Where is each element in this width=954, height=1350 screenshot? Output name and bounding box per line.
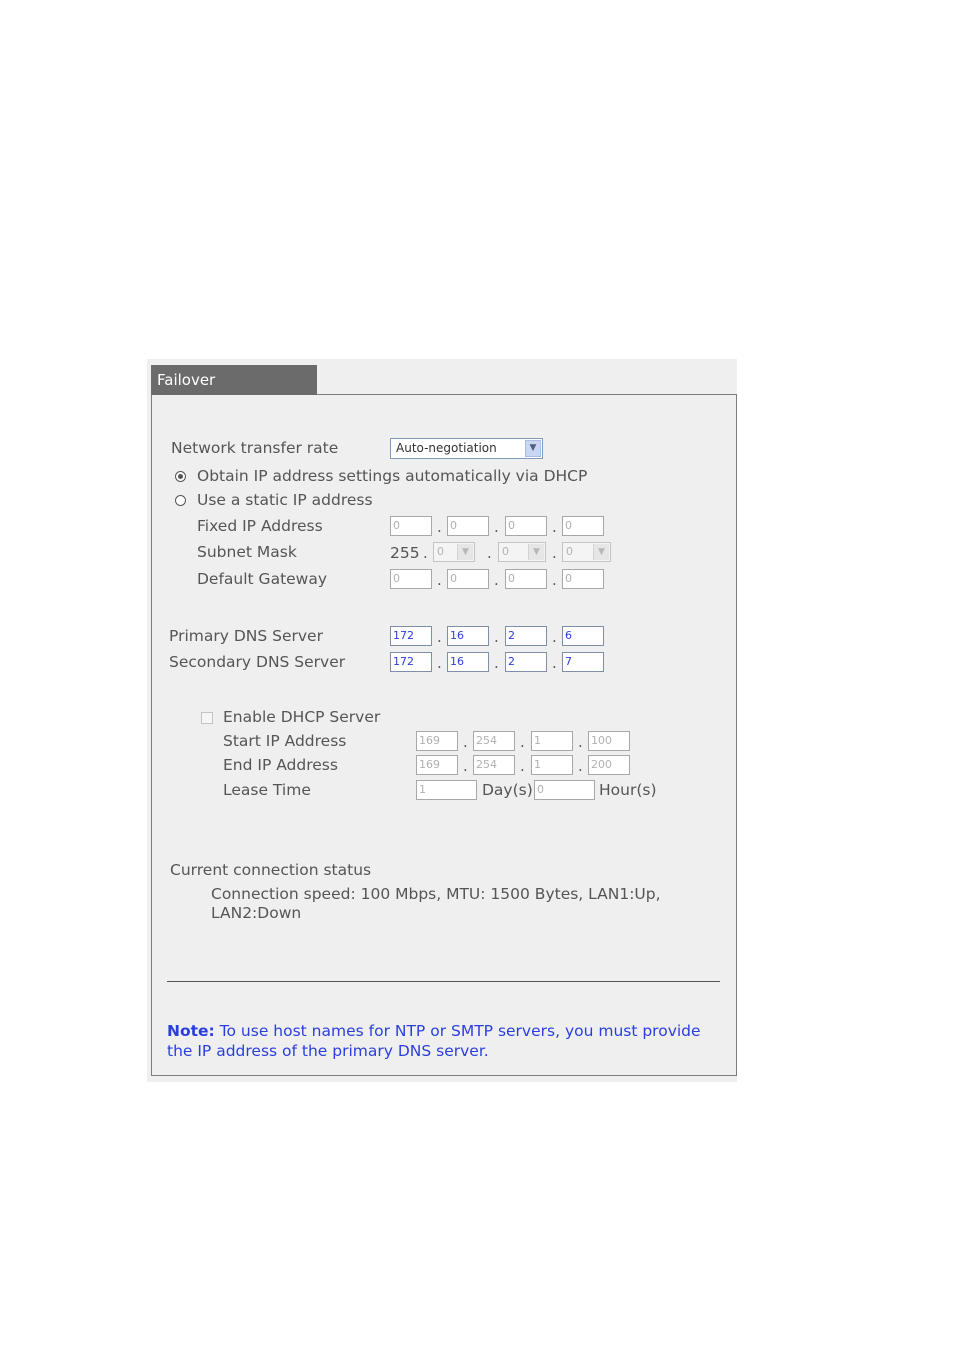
- lease-hours-input[interactable]: 0: [534, 780, 595, 800]
- dns-note: [167, 1021, 727, 1061]
- lease-time-label: Lease Time: [223, 781, 311, 799]
- secondary-dns-octet-3[interactable]: 2: [505, 652, 547, 672]
- enable-dhcp-server-checkbox[interactable]: [201, 712, 213, 724]
- dot-separator: .: [487, 544, 492, 562]
- static-ip-radio[interactable]: [175, 495, 186, 506]
- connection-status-line-2: LAN2:Down: [211, 904, 302, 922]
- dot-separator: .: [494, 571, 499, 589]
- lease-days-input[interactable]: 1: [416, 780, 477, 800]
- dot-separator: .: [578, 757, 583, 775]
- secondary-dns-label: Secondary DNS Server: [169, 653, 346, 671]
- start-ip-octet-2[interactable]: 254: [473, 731, 515, 751]
- dot-separator: .: [494, 518, 499, 536]
- start-ip-octet-3[interactable]: 1: [531, 731, 573, 751]
- fixed-ip-octet-3[interactable]: 0: [505, 516, 547, 536]
- start-ip-octet-4[interactable]: 100: [588, 731, 630, 751]
- divider: [167, 981, 720, 982]
- subnet-mask-octet-4[interactable]: [562, 542, 611, 562]
- end-ip-octet-1[interactable]: 169: [416, 755, 458, 775]
- primary-dns-octet-4[interactable]: 6: [562, 626, 604, 646]
- dot-separator: .: [552, 628, 557, 646]
- dot-separator: .: [494, 628, 499, 646]
- dhcp-radio[interactable]: [175, 471, 186, 482]
- chevron-down-icon: ▼: [457, 544, 473, 560]
- note-text: To use host names for NTP or SMTP servers, you must provide the IP address of the primary DNS server.: [167, 1022, 701, 1060]
- chevron-down-icon: ▼: [593, 544, 609, 560]
- dot-separator: .: [423, 544, 428, 562]
- subnet-mask-octet-2-value: 0: [437, 545, 444, 558]
- fixed-ip-octet-2[interactable]: 0: [447, 516, 489, 536]
- note-prefix: Note:: [167, 1022, 215, 1040]
- primary-dns-octet-2[interactable]: 16: [447, 626, 489, 646]
- dot-separator: .: [437, 628, 442, 646]
- secondary-dns-octet-1[interactable]: 172: [390, 652, 432, 672]
- dot-separator: .: [463, 757, 468, 775]
- transfer-rate-select[interactable]: [390, 438, 543, 459]
- end-ip-octet-4[interactable]: 200: [588, 755, 630, 775]
- secondary-dns-octet-2[interactable]: 16: [447, 652, 489, 672]
- chevron-down-icon: ▼: [525, 440, 541, 457]
- tab-failover[interactable]: Failover: [151, 365, 317, 395]
- lease-days-unit: Day(s): [482, 781, 533, 799]
- dot-separator: .: [552, 518, 557, 536]
- lease-hours-unit: Hour(s): [599, 781, 657, 799]
- fixed-ip-octet-1[interactable]: 0: [390, 516, 432, 536]
- transfer-rate-value: Auto-negotiation: [396, 441, 497, 455]
- dot-separator: .: [552, 544, 557, 562]
- dot-separator: .: [578, 733, 583, 751]
- dot-separator: .: [437, 654, 442, 672]
- gateway-octet-3[interactable]: 0: [505, 569, 547, 589]
- dot-separator: .: [494, 654, 499, 672]
- gateway-octet-1[interactable]: 0: [390, 569, 432, 589]
- end-ip-octet-2[interactable]: 254: [473, 755, 515, 775]
- primary-dns-octet-3[interactable]: 2: [505, 626, 547, 646]
- dot-separator: .: [552, 654, 557, 672]
- dhcp-radio-label: Obtain IP address settings automatically via DHCP: [197, 467, 588, 485]
- enable-dhcp-server-label: Enable DHCP Server: [223, 708, 381, 726]
- dot-separator: .: [437, 571, 442, 589]
- dot-separator: .: [520, 733, 525, 751]
- fixed-ip-label: Fixed IP Address: [197, 517, 323, 535]
- subnet-mask-first-octet: 255: [390, 544, 420, 562]
- secondary-dns-octet-4[interactable]: 7: [562, 652, 604, 672]
- connection-status-heading: Current connection status: [170, 861, 372, 879]
- dot-separator: .: [463, 733, 468, 751]
- start-ip-label: Start IP Address: [223, 732, 347, 750]
- gateway-label: Default Gateway: [197, 570, 328, 588]
- transfer-rate-label: Network transfer rate: [171, 439, 339, 457]
- dot-separator: .: [437, 518, 442, 536]
- gateway-octet-4[interactable]: 0: [562, 569, 604, 589]
- fixed-ip-octet-4[interactable]: 0: [562, 516, 604, 536]
- subnet-mask-octet-3-value: 0: [502, 545, 509, 558]
- subnet-mask-label: Subnet Mask: [197, 543, 297, 561]
- primary-dns-label: Primary DNS Server: [169, 627, 323, 645]
- end-ip-label: End IP Address: [223, 756, 338, 774]
- start-ip-octet-1[interactable]: 169: [416, 731, 458, 751]
- static-ip-radio-label: Use a static IP address: [197, 491, 373, 509]
- gateway-octet-2[interactable]: 0: [447, 569, 489, 589]
- primary-dns-octet-1[interactable]: 172: [390, 626, 432, 646]
- connection-status-line-1: Connection speed: 100 Mbps, MTU: 1500 Bytes, LAN1:Up,: [211, 885, 661, 903]
- dot-separator: .: [552, 571, 557, 589]
- subnet-mask-octet-2[interactable]: [433, 542, 475, 562]
- subnet-mask-octet-4-value: 0: [566, 545, 573, 558]
- subnet-mask-octet-3[interactable]: [498, 542, 546, 562]
- dot-separator: .: [520, 757, 525, 775]
- end-ip-octet-3[interactable]: 1: [531, 755, 573, 775]
- chevron-down-icon: ▼: [528, 544, 544, 560]
